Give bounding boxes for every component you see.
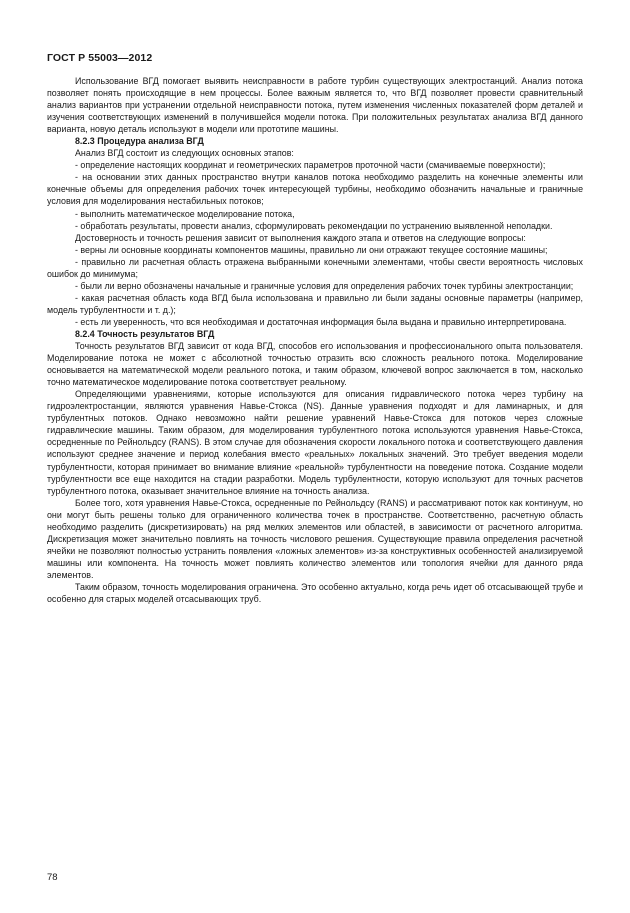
paragraph: Использование ВГД помогает выявить неисправности в работе турбин существующих электростанций. Анализ потока позволяет понять происходящие в нем процессы. Более важным является то, что ВГД позволяет провести сравнительный анализ вариантов при устранении отдельной неисправности потока, путем изменения численных показателей форм деталей и изучения соответствующих изменений в получившейся модели потока. При положительных результатах анализа ВГД данного варианта, новую деталь используют в модели или прототипе машины.	[47, 76, 583, 135]
list-item: - какая расчетная область кода ВГД была использована и правильно ли были заданы основные параметры (например, модель турбулентности и т. д.);	[47, 292, 583, 315]
paragraph: Анализ ВГД состоит из следующих основных этапов:	[75, 148, 294, 159]
list-item: - есть ли уверенность, что вся необходимая и достаточная информация была выдана и правильно интерпретирована.	[75, 316, 567, 327]
list-item: - обработать результаты, провести анализ, сформулировать рекомендации по устранению выявленной неполадки.	[75, 220, 553, 231]
document-body	[47, 75, 583, 605]
section-heading: 8.2.4 Точность результатов ВГД	[75, 328, 215, 339]
section-heading: 8.2.3 Процедура анализа ВГД	[75, 136, 204, 147]
page-number: 78	[47, 872, 58, 883]
list-item: - на основании этих данных пространство внутри каналов потока необходимо разделить на конечные элементы или конечные объемы для определения рабочих точек интересующей турбины, необходимо обозначить начальные и граничные условия для моделирования нестабильных потоков;	[47, 172, 583, 207]
paragraph: Достоверность и точность решения зависит от выполнения каждого этапа и ответов на следующие вопросы:	[75, 232, 526, 243]
page-header: ГОСТ Р 55003—2012	[47, 52, 153, 64]
list-item: - верны ли основные координаты компонентов машины, правильно ли они отражают текущее состояние машины;	[75, 244, 548, 255]
paragraph: Более того, хотя уравнения Навье-Стокса, осредненные по Рейнольдсу (RANS) и рассматривают поток как континуум, но они могут быть решены только для ограниченного количества точек в пространстве. Соответственно, расчетную область необходимо разделить (дискретизировать) на ряд мелких элементов или областей, в зависимости от расчетного алгоритма. Дискретизация может значительно повлиять на точность числового решения. Существующие правила определения расчетной ячейки не позволяют полностью устранить появления «ложных элементов» из-за конструктивных особенностей анализируемой машины или компонента. На точность может повлиять количество элементов или топология ячейки для данного ряда элементов.	[47, 497, 583, 580]
paragraph: Таким образом, точность моделирования ограничена. Это особенно актуально, когда речь идет об отсасывающей трубе и особенно для старых моделей отсасывающих труб.	[47, 581, 583, 605]
list-item: - выполнить математическое моделирование потока,	[75, 208, 295, 219]
list-item: - были ли верно обозначены начальные и граничные условия для определения рабочих точек турбины электростанции;	[75, 280, 574, 291]
list-item: - определение настоящих координат и геометрических параметров проточной части (смачиваемые поверхности);	[75, 160, 546, 171]
list-item: - правильно ли расчетная область отражена выбранными конечными элементами, чтобы свести вероятность числовых ошибок до минимума;	[47, 256, 583, 279]
paragraph: Определяющими уравнениями, которые используются для описания гидравлического потока через турбину на гидроэлектростанции, являются уравнения Навье-Стокса (NS). Данные уравнения подходят и для ламинарных, и для турбулентных потоков. Однако невозможно найти решение уравнений Навье-Стокса для потоков через сложные гидравлические машины. Таким образом, для моделирования турбулентного потока используются уравнения Навье-Стокса, осредненные по Рейнольдсу (RANS). В этом случае для обозначения скорости локального потока и соответствующего давления используют среднее значение и период колебания вместо «реальных» локальных значений. Это требует введения модели турбулентности, которая принимает во внимание влияние «реальной» турбулентности на поведение потока. Создание модели турбулентности все еще находится на стадии разработки. Модель турбулентности, которую используют для точных расчетов турбулентного потока, оказывает значительное влияние на точность анализа.	[47, 389, 583, 496]
paragraph: Точность результатов ВГД зависит от кода ВГД, способов его использования и профессионального опыта пользователя. Моделирование потока не может с абсолютной точностью отразить всю сложность реального потока. Моделирование основывается на математической модели реального потока, и таким образом, ключевой вопрос заключается в том, насколько точно математическое моделирование потока соответствует реальному.	[47, 341, 583, 388]
